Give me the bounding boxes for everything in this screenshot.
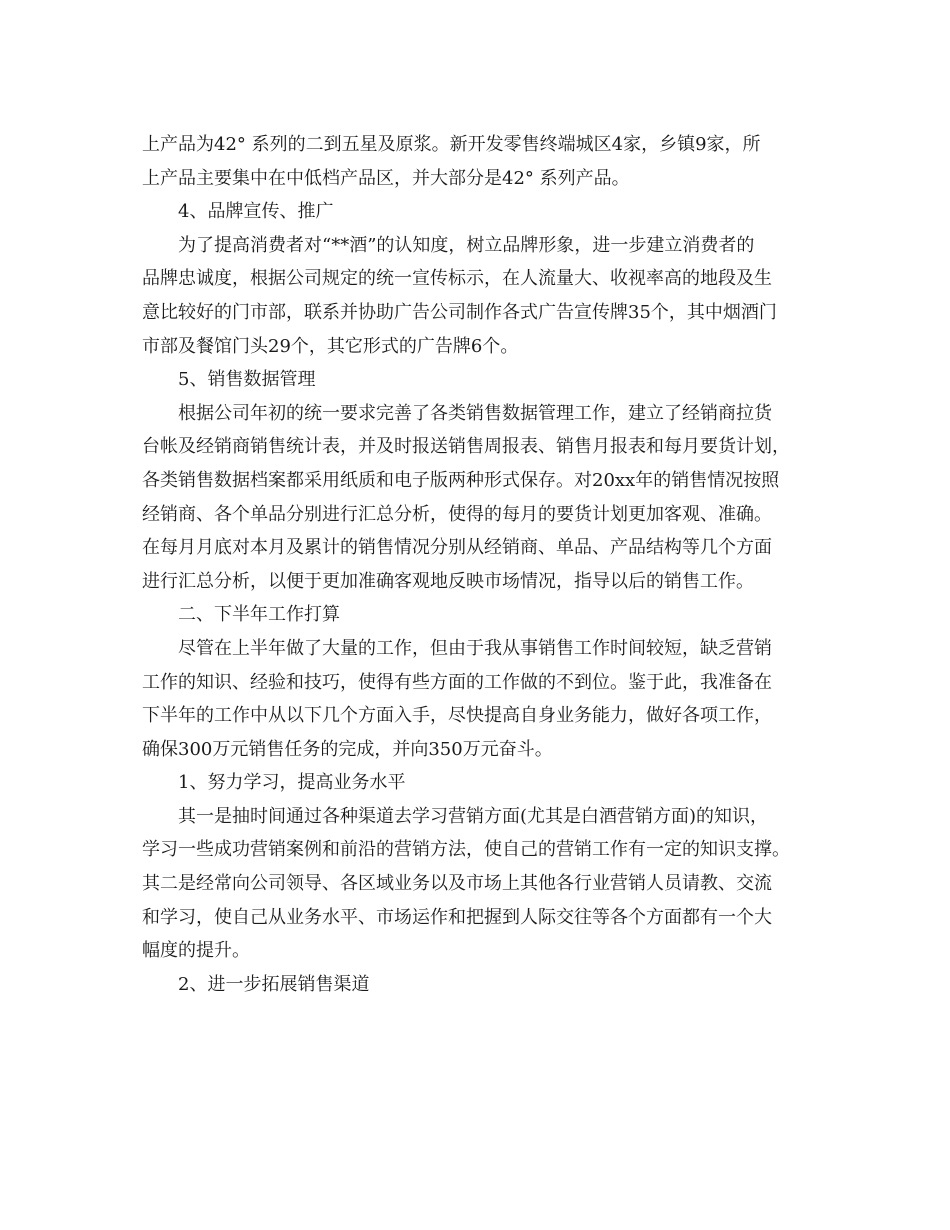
text-line-10: 台帐及经销商销售统计表，并及时报送销售周报表、销售月报表和每月要货计划， <box>142 436 790 458</box>
text-line-19: 确保300万元销售任务的完成，并向350万元奋斗。 <box>142 738 553 760</box>
text-line-4: 为了提高消费者对“**酒”的认知度，树立品牌形象，进一步建立消费者的 <box>178 234 755 256</box>
text-line-1: 上产品为42° 系列的二到五星及原浆。新开发零售终端城区4家，乡镇9家，所 <box>142 134 761 155</box>
text-line-6: 意比较好的门市部，联系并协助广告公司制作各式广告宣传牌35个，其中烟酒门 <box>142 301 777 323</box>
section-heading-sales-data: 5、销售数据管理 <box>178 369 316 391</box>
text-line-18: 下半年的工作中从以下几个方面入手，尽快提高自身业务能力，做好各项工作， <box>142 705 772 727</box>
text-line-24: 和学习，使自己从业务水平、市场运作和把握到人际交往等各个方面都有一个大 <box>142 906 772 928</box>
text-line-2: 上产品主要集中在中低档产品区，并大部分是42° 系列产品。 <box>142 167 630 189</box>
text-line-23: 其二是经常向公司领导、各区域业务以及市场上其他各行业营销人员请教、交流 <box>142 873 772 895</box>
text-line-11: 各类销售数据档案都采用纸质和电子版两种形式保存。对20xx年的销售情况按照 <box>142 469 780 491</box>
text-line-25: 幅度的提升。 <box>142 940 250 962</box>
text-line-13: 在每月月底对本月及累计的销售情况分别从经销商、单品、产品结构等几个方面 <box>142 537 772 559</box>
text-line-22: 学习一些成功营销案例和前沿的营销方法，使自己的营销工作有一定的知识支撑。 <box>142 839 790 861</box>
section-heading-study: 1、努力学习，提高业务水平 <box>178 772 406 794</box>
text-line-7: 市部及餐馆门头29个，其它形式的广告牌6个。 <box>142 335 519 357</box>
text-line-12: 经销商、各个单品分别进行汇总分析，使得的每月的要货计划更加客观、准确。 <box>142 503 772 525</box>
section-heading-second-half-plan: 二、下半年工作打算 <box>178 604 340 626</box>
text-line-17: 工作的知识、经验和技巧，使得有些方面的工作做的不到位。鉴于此，我准备在 <box>142 671 772 693</box>
section-heading-expand-channels: 2、进一步拓展销售渠道 <box>178 973 370 995</box>
text-line-14: 进行汇总分析，以便于更加准确客观地反映市场情况，指导以后的销售工作。 <box>142 570 754 592</box>
text-line-16: 尽管在上半年做了大量的工作，但由于我从事销售工作时间较短，缺乏营销 <box>178 637 772 659</box>
text-line-5: 品牌忠诚度，根据公司规定的统一宣传标示，在人流量大、收视率高的地段及生 <box>142 268 772 290</box>
text-line-21: 其一是抽时间通过各种渠道去学习营销方面(尤其是白酒营销方面)的知识， <box>178 805 769 827</box>
document-body <box>142 128 810 1001</box>
text-line-9: 根据公司年初的统一要求完善了各类销售数据管理工作，建立了经销商拉货 <box>178 402 772 424</box>
section-heading-brand-promotion: 4、品牌宣传、推广 <box>178 201 334 223</box>
